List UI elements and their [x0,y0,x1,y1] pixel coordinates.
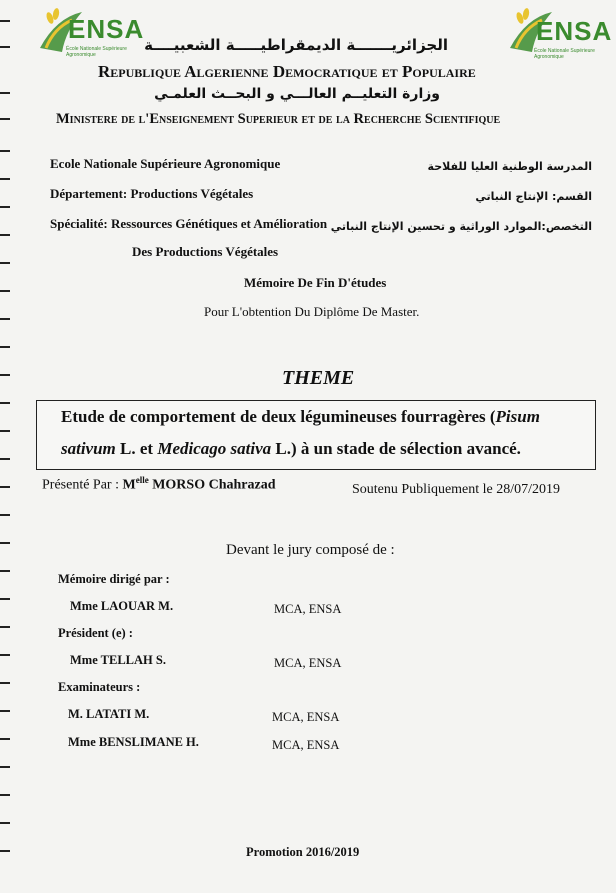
jury-role-label: Président (e) : [58,626,133,640]
speciality-continued: Des Productions Végétales [132,244,279,259]
student-title-sup: elle [135,475,149,485]
ministry-title: Ministere de l'Enseignement Superieur et de la Recherche Scientifique [56,111,501,127]
jury-role-label: Examinateurs : [58,680,141,694]
binding-edge [0,0,14,893]
school-name: Ecole Nationale Supérieure Agronomique [50,156,281,171]
theme-text: L. et [115,439,158,458]
logo-text: ENSA [536,16,613,46]
speciality-arabic: التخصص:الموارد الوراثية و تحسين الإنتاج النباتي [330,220,592,233]
species-name: sativum [61,439,116,458]
theme-line-1 [61,407,540,427]
theme-box [36,400,596,470]
republic-title: Republique Algerienne Democratique et Populaire [98,62,476,81]
department-arabic: القسم: الإنتاج النباتي [475,190,592,203]
promotion: Promotion 2016/2019 [246,845,360,859]
arabic-ministry: وزارة التعليــم العالـــي و البحــث العلمـي [154,86,440,102]
defense-date: Soutenu Publiquement le 28/07/2019 [352,482,561,497]
jury-affiliation: MCA, ENSA [272,710,340,724]
theme-heading: THEME [282,367,355,389]
species-name: Medicago sativa [157,439,272,458]
presented-by-label: Présenté Par : [42,477,123,493]
jury-member: Mme TELLAH S. [70,653,166,667]
jury-affiliation: MCA, ENSA [272,738,340,752]
school-name-arabic: المدرسة الوطنية العليا للفلاحة [427,160,592,173]
theme-text: Etude de comportement de deux légumineuses fourragères ( [61,407,496,426]
species-name: Pisum [495,407,540,426]
ensa-logo-left [36,8,146,56]
theme-line-2 [61,439,521,459]
student-name: MORSO Chahrazad [148,477,276,493]
memoire-title: Mémoire De Fin D'études [244,275,387,290]
jury-member: Mme LAOUAR M. [70,599,174,613]
logo-subtitle: École Nationale Supérieure Agronomique [534,48,595,60]
speciality: Spécialité: Ressources Génétiques et Amélioration [50,216,328,231]
theme-text: L.) à un stade de sélection avancé. [271,439,521,458]
jury-member: M. LATATI M. [68,707,150,721]
student-title: M [122,477,136,493]
jury-role-label: Mémoire dirigé par : [58,572,170,586]
logo-text: ENSA [68,14,145,44]
memoire-purpose: Pour L'obtention Du Diplôme De Master. [204,304,420,319]
jury-member: Mme BENSLIMANE H. [68,735,199,749]
jury-affiliation: MCA, ENSA [274,656,342,670]
department: Département: Productions Végétales [50,186,254,201]
presented-by [42,475,276,494]
ensa-logo-right [506,8,616,60]
jury-heading: Devant le jury composé de : [226,542,395,558]
jury-affiliation: MCA, ENSA [274,602,342,616]
arabic-republic: الجزائريـــــــة الديمقراطيـــــة الشعبيــــة [144,36,448,54]
logo-subtitle: École Nationale Supérieure Agronomique [66,46,127,58]
